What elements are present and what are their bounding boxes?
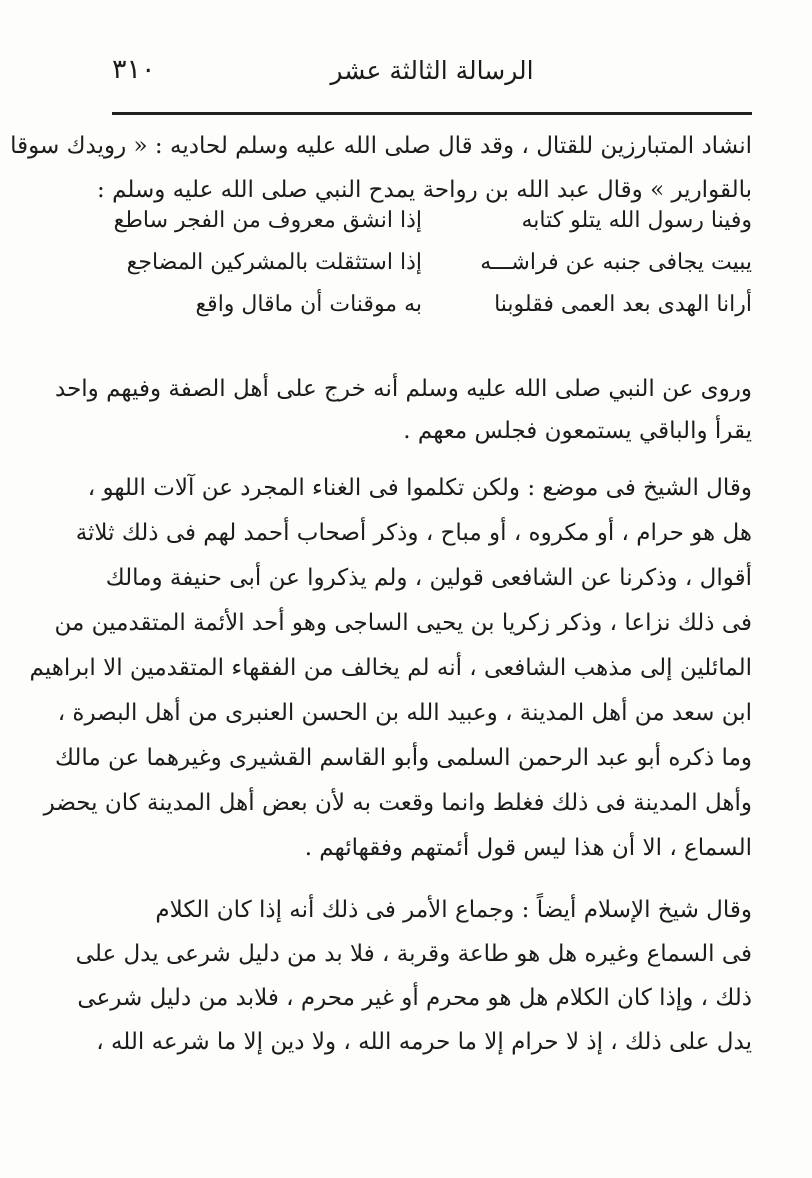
text-line: المائلين إلى مذهب الشافعى ، أنه لم يخالف من الفقهاء المتقدمين الا ابراهيم <box>29 655 752 681</box>
verse-first-hemistich: أرانا الهدى بعد العمى فقلوبنا <box>494 292 752 317</box>
text-line: فى السماع وغيره هل هو طاعة وقربة ، فلا بد من دليل شرعى يدل على <box>75 941 752 967</box>
poem-verse <box>112 208 752 248</box>
text-line: ذلك ، وإذا كان الكلام هل هو محرم أو غير محرم ، فلابد من دليل شرعى <box>77 985 752 1011</box>
poem <box>112 208 752 368</box>
verse-second-hemistich: إذا انشق معروف من الفجر ساطع <box>113 208 422 233</box>
text-line: وما ذكره أبو عبد الرحمن السلمى وأبو القاسم القشيرى وغيرهما عن مالك <box>54 745 752 771</box>
verse-second-hemistich: إذا استثقلت بالمشركين المضاجع <box>126 250 422 275</box>
text-line: السماع ، الا أن هذا ليس قول أئمتهم وفقهائهم . <box>304 835 752 861</box>
text-line: بالقوارير » وقال عبد الله بن رواحة يمدح النبي صلى الله عليه وسلم : <box>97 177 752 203</box>
text-line: فى ذلك نزاعا ، وذكر زكريا بن يحيى الساجى وهو أحد الأئمة المتقدمين من <box>54 610 752 636</box>
text-line: وروى عن النبي صلى الله عليه وسلم أنه خرج على أهل الصفة وفيهم واحد <box>55 376 752 402</box>
page-header <box>112 52 752 98</box>
text-line: هل هو حرام ، أو مكروه ، أو مباح ، وذكر أصحاب أحمد لهم فى ذلك ثلاثة <box>75 520 752 546</box>
page-number: ٣١٠ <box>112 54 156 85</box>
text-line: وأهل المدينة فى ذلك فغلط وانما وقعت به لأن بعض أهل المدينة كان يحضر <box>43 790 752 816</box>
text-line: وقال شيخ الإسلام أيضاً : وجماع الأمر فى ذلك أنه إذا كان الكلام <box>155 897 752 923</box>
verse-first-hemistich: وفينا رسول الله يتلو كتابه <box>521 208 752 233</box>
text-line: وقال الشيخ فى موضع : ولكن تكلموا فى الغناء المجرد عن آلات اللهو ، <box>87 475 752 501</box>
running-title: الرسالة الثالثة عشر <box>330 56 534 85</box>
hadith-paragraph <box>55 368 752 452</box>
text-line: يقرأ والباقي يستمعون فجلس معهم . <box>403 418 752 444</box>
intro-paragraph <box>10 124 752 212</box>
text-line: يدل على ذلك ، إذ لا حرام إلا ما حرمه الله ، ولا دين إلا ما شرعه الله ، <box>96 1029 752 1055</box>
text-line: انشاد المتبارزين للقتال ، وقد قال صلى الله عليه وسلم لحاديه : « رويدك سوقا <box>10 133 752 159</box>
poem-verse <box>112 250 752 290</box>
text-line: ابن سعد من أهل المدينة ، وعبيد الله بن الحسن العنبرى من أهل البصرة ، <box>57 700 752 726</box>
sheikh-islam-paragraph <box>75 888 752 1064</box>
verse-second-hemistich: به موقنات أن ماقال واقع <box>195 292 422 317</box>
sheikh-quote-paragraph <box>29 466 752 871</box>
verse-first-hemistich: يبيت يجافى جنبه عن فراشـــه <box>480 250 752 275</box>
text-line: أقوال ، وذكرنا عن الشافعى قولين ، ولم يذكروا عن أبى حنيفة ومالك <box>105 565 752 591</box>
poem-verse <box>112 292 752 332</box>
header-rule <box>112 112 752 115</box>
